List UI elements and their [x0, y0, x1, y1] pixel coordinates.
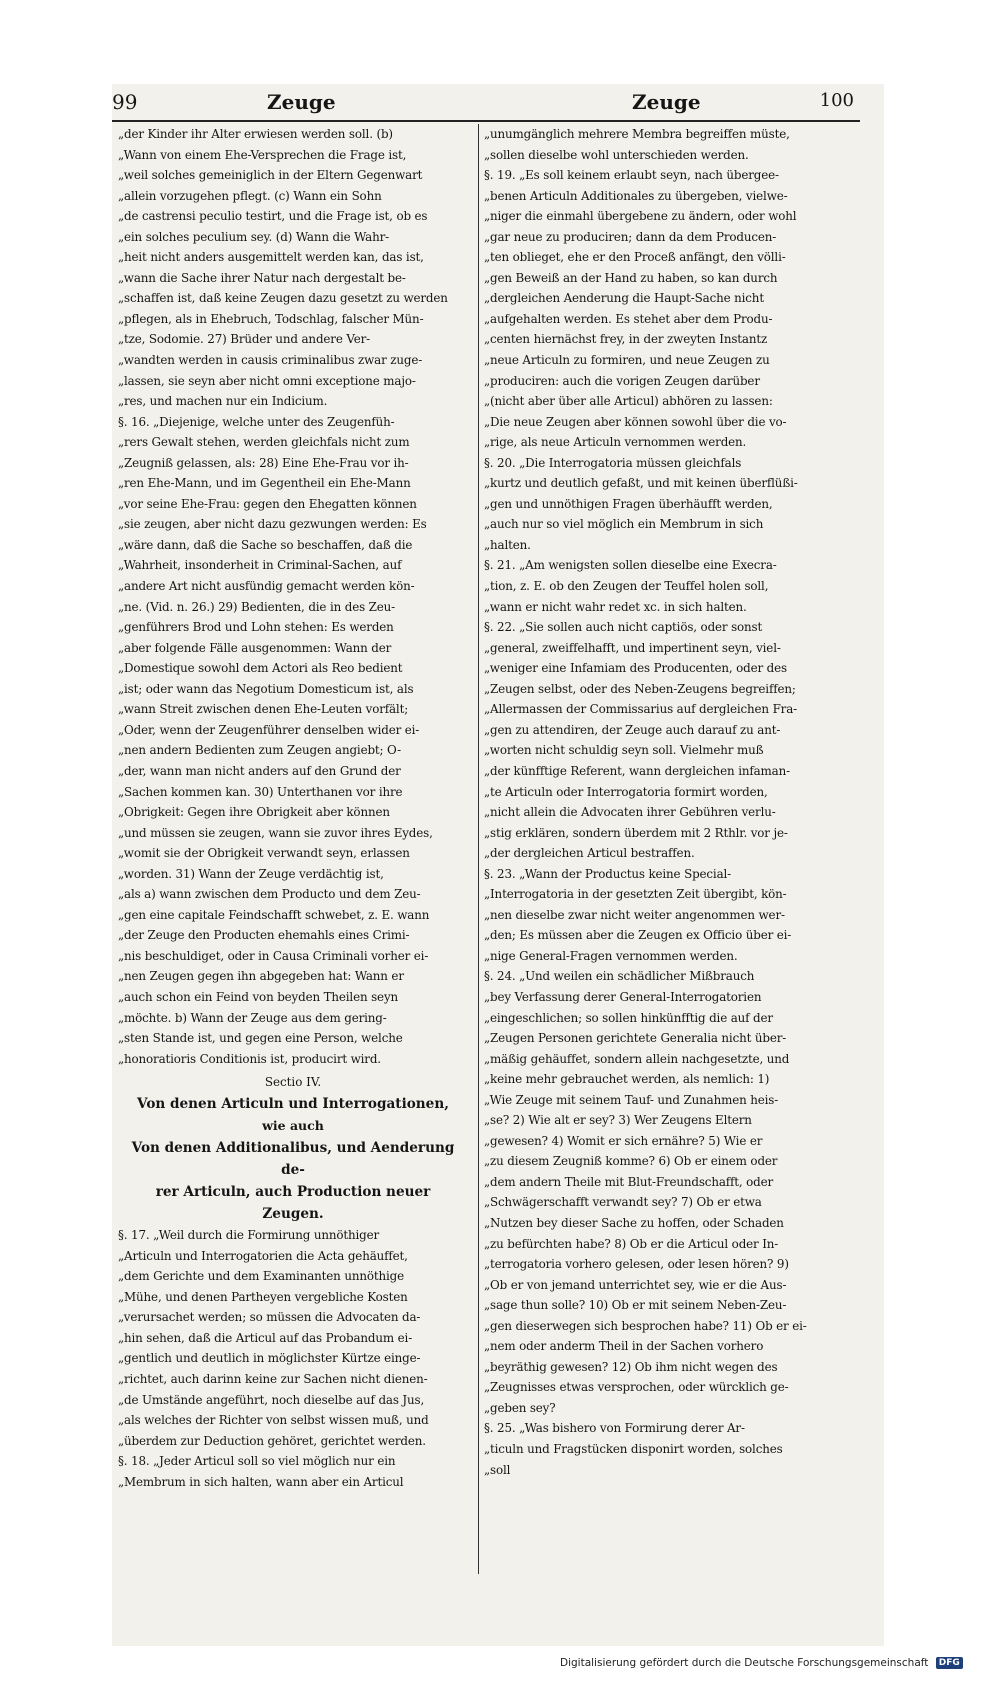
left-column-text-continued	[118, 1225, 468, 1492]
text-line: §. 24. „Und weilen ein schädlicher Mißbrauch	[484, 969, 755, 984]
text-line: „überdem zur Deduction gehöret, gerichtet werden.	[118, 1433, 426, 1448]
text-line: „unumgänglich mehrere Membra begreiffen müste,	[484, 127, 790, 141]
text-line: „hin sehen, daß die Articul auf das Probandum ei-	[118, 1330, 413, 1345]
text-line: „dergleichen Aenderung die Haupt-Sache nicht	[484, 291, 764, 306]
text-line: „worden. 31) Wann der Zeuge verdächtig ist,	[118, 866, 384, 881]
running-title-right: Zeuge	[632, 90, 701, 114]
text-line: „der künfftige Referent, wann dergleichen infaman-	[484, 763, 790, 778]
text-line: „Mühe, und denen Partheyen vergebliche Kosten	[118, 1289, 408, 1304]
text-line: „ten oblieget, ehe er den Proceß anfängt, den völli-	[484, 250, 786, 265]
text-line: „richtet, auch darinn keine zur Sachen nicht dienen-	[118, 1371, 428, 1386]
section-heading-line: Von denen Articuln und Interrogationen,	[137, 1096, 449, 1113]
text-line: „geben sey?	[484, 1400, 556, 1415]
text-line: „beyräthig gewesen? 12) Ob ihm nicht wegen des	[484, 1359, 778, 1374]
text-line: „neue Articuln zu formiren, und neue Zeugen zu	[484, 353, 770, 368]
text-line: „genführers Brod und Lohn stehen: Es werden	[118, 620, 394, 635]
text-line: „ist; oder wann das Negotium Domesticum ist, als	[118, 681, 414, 696]
text-line: „möchte. b) Wann der Zeuge aus dem gering-	[118, 1010, 387, 1025]
left-column	[118, 124, 468, 1492]
text-line: „heit nicht anders ausgemittelt werden kan, das ist,	[118, 250, 424, 265]
section-label: Sectio IV.	[264, 1075, 322, 1090]
credit-text: Digitalisierung gefördert durch die Deutsche Forschungsgemeinschaft	[560, 1657, 929, 1669]
text-line: „Domestique sowohl dem Actori als Reo bedient	[118, 661, 403, 676]
text-line: „der Zeuge den Producten ehemahls eines Crimi-	[118, 928, 410, 943]
text-line: „gen dieserwegen sich besprochen habe? 11) Ob er ei-	[484, 1318, 807, 1333]
text-line: „de Umstände angeführt, noch dieselbe auf das Jus,	[118, 1392, 425, 1407]
running-header	[112, 90, 884, 120]
text-line: „de castrensi peculio testirt, und die Frage ist, ob es	[118, 209, 428, 224]
text-line: „honoratioris Conditionis ist, producirt wird.	[118, 1051, 381, 1066]
text-line: §. 20. „Die Interrogatoria müssen gleichfals	[484, 455, 742, 470]
text-line: §. 22. „Sie sollen auch nicht captiös, oder sonst	[484, 620, 763, 635]
text-line: §. 16. „Diejenige, welche unter des Zeugenfüh-	[118, 414, 395, 429]
text-line: „gen eine capitale Feindschafft schwebet, z. E. wann	[118, 907, 430, 922]
text-line: „Ob er von jemand unterrichtet sey, wie er die Aus-	[484, 1277, 787, 1292]
section-heading-line: wie auch	[262, 1118, 324, 1134]
text-line: „nen dieselbe zwar nicht weiter angenommen wer-	[484, 907, 785, 922]
text-line: „gentlich und deutlich in möglichster Kürtze einge-	[118, 1351, 421, 1366]
text-line: „und müssen sie zeugen, wann sie zuvor ihres Eydes,	[118, 825, 433, 840]
text-line: „sage thun solle? 10) Ob er mit seinem Neben-Zeu-	[484, 1298, 787, 1313]
text-line: §. 18. „Jeder Articul soll so viel möglich nur ein	[118, 1454, 396, 1469]
text-line: „soll	[484, 1462, 511, 1477]
text-line: „sie zeugen, aber nicht dazu gezwungen werden: Es	[118, 517, 427, 532]
text-line: „aufgehalten werden. Es stehet aber dem Produ-	[484, 311, 773, 326]
text-line: „wäre dann, daß die Sache so beschaffen, daß die	[118, 537, 413, 552]
text-line: „nen andern Bedienten zum Zeugen angiebt; O-	[118, 743, 401, 758]
text-line: „nem oder anderm Theil in der Sachen vorhero	[484, 1339, 764, 1354]
text-line: „womit sie der Obrigkeit verwandt seyn, erlassen	[118, 846, 410, 861]
text-line: „gen und unnöthigen Fragen überhäufft werden,	[484, 496, 773, 511]
text-line: „aber folgende Fälle ausgenommen: Wann der	[118, 640, 392, 655]
text-line: „general, zweiffelhafft, und impertinent seyn, viel-	[484, 640, 781, 655]
text-line: „weil solches gemeiniglich in der Eltern Gegenwart	[118, 168, 423, 183]
text-line: „auch schon ein Feind von beyden Theilen seyn	[118, 989, 399, 1004]
text-line: „eingeschlichen; so sollen hinkünfftig die auf der	[484, 1010, 773, 1025]
text-line: „Interrogatoria in der gesetzten Zeit übergibt, kön-	[484, 887, 787, 902]
text-line: „gen Beweiß an der Hand zu haben, so kan durch	[484, 270, 778, 285]
text-line: „se? 2) Wie alt er sey? 3) Wer Zeugens Eltern	[484, 1113, 752, 1128]
text-line: „der Kinder ihr Alter erwiesen werden soll. (b)	[118, 127, 393, 141]
text-line: „(nicht aber über alle Articul) abhören zu lassen:	[484, 394, 773, 409]
text-line: „gen zu attendiren, der Zeuge auch darauf zu ant-	[484, 722, 781, 737]
text-line: §. 19. „Es soll keinem erlaubt seyn, nach übergee-	[484, 168, 779, 183]
text-line: „Articuln und Interrogatorien die Acta gehäuffet,	[118, 1248, 408, 1263]
text-line: „der dergleichen Articul bestraffen.	[484, 846, 695, 861]
text-line: „pflegen, als in Ehebruch, Todschlag, falscher Mün-	[118, 311, 424, 326]
text-line: „stig erklären, sondern überdem mit 2 Rthlr. vor je-	[484, 825, 788, 840]
text-line: „ticuln und Fragstücken disponirt worden, solches	[484, 1442, 783, 1456]
section-heading-line: rer Articuln, auch Production neuer	[155, 1184, 431, 1201]
text-line: „Zeugen selbst, oder des Neben-Zeugens begreiffen;	[484, 681, 796, 696]
text-line: „te Articuln oder Interrogatoria formirt worden,	[484, 784, 768, 799]
text-line: „Wann von einem Ehe-Versprechen die Frage ist,	[118, 147, 407, 162]
header-rule	[112, 120, 860, 122]
text-line: „gar neue zu produciren; dann da dem Producen-	[484, 229, 777, 244]
text-line: „Zeugen Personen gerichtete Generalia nicht über-	[484, 1031, 787, 1046]
text-line: „lassen, sie seyn aber nicht omni exceptione majo-	[118, 373, 416, 388]
text-line: „Nutzen bey dieser Sache zu hoffen, oder Schaden	[484, 1215, 784, 1230]
text-line: „Zeugniß gelassen, als: 28) Eine Ehe-Frau vor ih-	[118, 455, 409, 470]
text-line: „dem andern Theile mit Blut-Freundschafft, oder	[484, 1174, 774, 1189]
text-line: „Zeugnisses etwas versprochen, oder würcklich ge-	[484, 1380, 789, 1395]
section-heading-line: Zeugen.	[262, 1206, 324, 1223]
text-line: „ne. (Vid. n. 26.) 29) Bedienten, die in des Zeu-	[118, 599, 396, 614]
digitization-credit	[560, 1657, 960, 1675]
text-line: §. 23. „Wann der Productus keine Special-	[484, 866, 732, 881]
text-line: „nicht allein die Advocaten ihrer Gebühren verlu-	[484, 805, 776, 820]
text-line: „wann er nicht wahr redet xc. in sich halten.	[484, 599, 747, 614]
text-line: „andere Art nicht ausfündig gemacht werden kön-	[118, 579, 415, 594]
text-line: „rers Gewalt stehen, werden gleichfals nicht zum	[118, 435, 410, 450]
text-line: „res, und machen nur ein Indicium.	[118, 394, 328, 409]
text-line: „Oder, wenn der Zeugenführer denselben wider ei-	[118, 722, 420, 737]
text-line: „gewesen? 4) Womit er sich ernähre? 5) Wie er	[484, 1133, 763, 1148]
text-line: „bey Verfassung derer General-Interrogatorien	[484, 989, 762, 1004]
section-heading	[118, 1071, 468, 1225]
text-line: „tze, Sodomie. 27) Brüder und andere Ver-	[118, 332, 370, 347]
text-line: „Schwägerschafft verwandt sey? 7) Ob er etwa	[484, 1195, 762, 1210]
text-line: „als welches der Richter von selbst wissen muß, und	[118, 1413, 429, 1428]
text-line: „produciren: auch die vorigen Zeugen darüber	[484, 373, 760, 388]
text-line: „kurtz und deutlich gefaßt, und mit keinen überflüßi-	[484, 476, 798, 491]
text-line: „Membrum in sich halten, wann aber ein Articul	[118, 1474, 404, 1489]
page-number-left: 99	[112, 90, 138, 114]
text-line: §. 17. „Weil durch die Formirung unnöthiger	[118, 1228, 380, 1243]
text-line: „wann Streit zwischen denen Ehe-Leuten vorfält;	[118, 702, 409, 717]
text-line: „wann die Sache ihrer Natur nach dergestalt be-	[118, 270, 406, 285]
section-heading-line: Von denen Additionalibus, und Aenderung de-	[131, 1140, 455, 1179]
dfg-logo: DFG	[936, 1657, 963, 1669]
text-line: §. 21. „Am wenigsten sollen dieselbe eine Execra-	[484, 558, 777, 573]
text-line: „zu diesem Zeugniß komme? 6) Ob er einem oder	[484, 1154, 778, 1169]
running-title-left: Zeuge	[267, 90, 336, 114]
text-line: „Wie Zeuge mit seinem Tauf- und Zunahmen heis-	[484, 1092, 779, 1107]
text-line: „sten Stande ist, und gegen eine Person, welche	[118, 1031, 403, 1046]
text-line: „zu befürchten habe? 8) Ob er die Articul oder In-	[484, 1236, 779, 1251]
text-line: „weniger eine Infamiam des Producenten, oder des	[484, 661, 787, 676]
text-line: „nige General-Fragen vernommen werden.	[484, 948, 738, 963]
text-line: „Obrigkeit: Gegen ihre Obrigkeit aber können	[118, 805, 390, 820]
text-line: „wandten werden in causis criminalibus zwar zuge-	[118, 353, 423, 368]
text-line: „sollen dieselbe wohl unterschieden werden.	[484, 147, 749, 162]
text-line: „schaffen ist, daß keine Zeugen dazu gesetzt zu werden	[118, 291, 448, 306]
text-line: „dem Gerichte und dem Examinanten unnöthige	[118, 1269, 404, 1284]
text-line: „allein vorzugehen pflegt. (c) Wann ein Sohn	[118, 188, 382, 203]
text-line: „tion, z. E. ob den Zeugen der Teuffel holen soll,	[484, 579, 769, 594]
text-line: „rige, als neue Articuln vernommen werden.	[484, 435, 747, 450]
text-line: „vor seine Ehe-Frau: gegen den Ehegatten können	[118, 496, 417, 511]
text-line: „benen Articuln Additionales zu übergeben, vielwe-	[484, 188, 788, 203]
text-line: „nis beschuldiget, oder in Causa Criminali vorher ei-	[118, 948, 429, 963]
text-line: „niger die einmahl übergebene zu ändern, oder wohl	[484, 209, 797, 224]
right-column	[484, 124, 834, 1480]
text-line: „Wahrheit, insonderheit in Criminal-Sachen, auf	[118, 558, 402, 573]
text-line: „Allermassen der Commissarius auf dergleichen Fra-	[484, 702, 798, 717]
column-divider	[478, 124, 479, 1574]
text-line: „der, wann man nicht anders auf den Grund der	[118, 763, 401, 778]
text-line: „keine mehr gebrauchet werden, als nemlich: 1)	[484, 1072, 770, 1087]
left-column-text	[118, 124, 468, 1069]
text-line: „ren Ehe-Mann, und im Gegentheil ein Ehe-Mann	[118, 476, 411, 491]
text-line: „auch nur so viel möglich ein Membrum in sich	[484, 517, 764, 532]
text-line: §. 25. „Was bishero von Formirung derer Ar-	[484, 1421, 745, 1436]
text-line: „ein solches peculium sey. (d) Wann die Wahr-	[118, 229, 390, 244]
right-column-text	[484, 124, 834, 1480]
text-line: „nen Zeugen gegen ihn abgegeben hat: Wann er	[118, 969, 404, 984]
text-line: „den; Es müssen aber die Zeugen ex Officio über ei-	[484, 928, 792, 943]
text-line: „halten.	[484, 537, 531, 552]
text-line: „terrogatoria vorhero gelesen, oder lesen hören? 9)	[484, 1257, 789, 1272]
text-line: „Die neue Zeugen aber können sowohl über die vo-	[484, 414, 787, 429]
text-line: „mäßig gehäuffet, sondern allein nachgesetzte, und	[484, 1051, 790, 1066]
text-line: „verursachet werden; so müssen die Advocaten da-	[118, 1310, 421, 1325]
page-number-right: 100	[819, 90, 854, 111]
text-line: „worten nicht schuldig seyn soll. Vielmehr muß	[484, 743, 764, 758]
text-line: „als a) wann zwischen dem Producto und dem Zeu-	[118, 887, 421, 902]
text-line: „Sachen kommen kan. 30) Unterthanen vor ihre	[118, 784, 403, 799]
text-line: „centen hiernächst frey, in der zweyten Instantz	[484, 332, 768, 347]
